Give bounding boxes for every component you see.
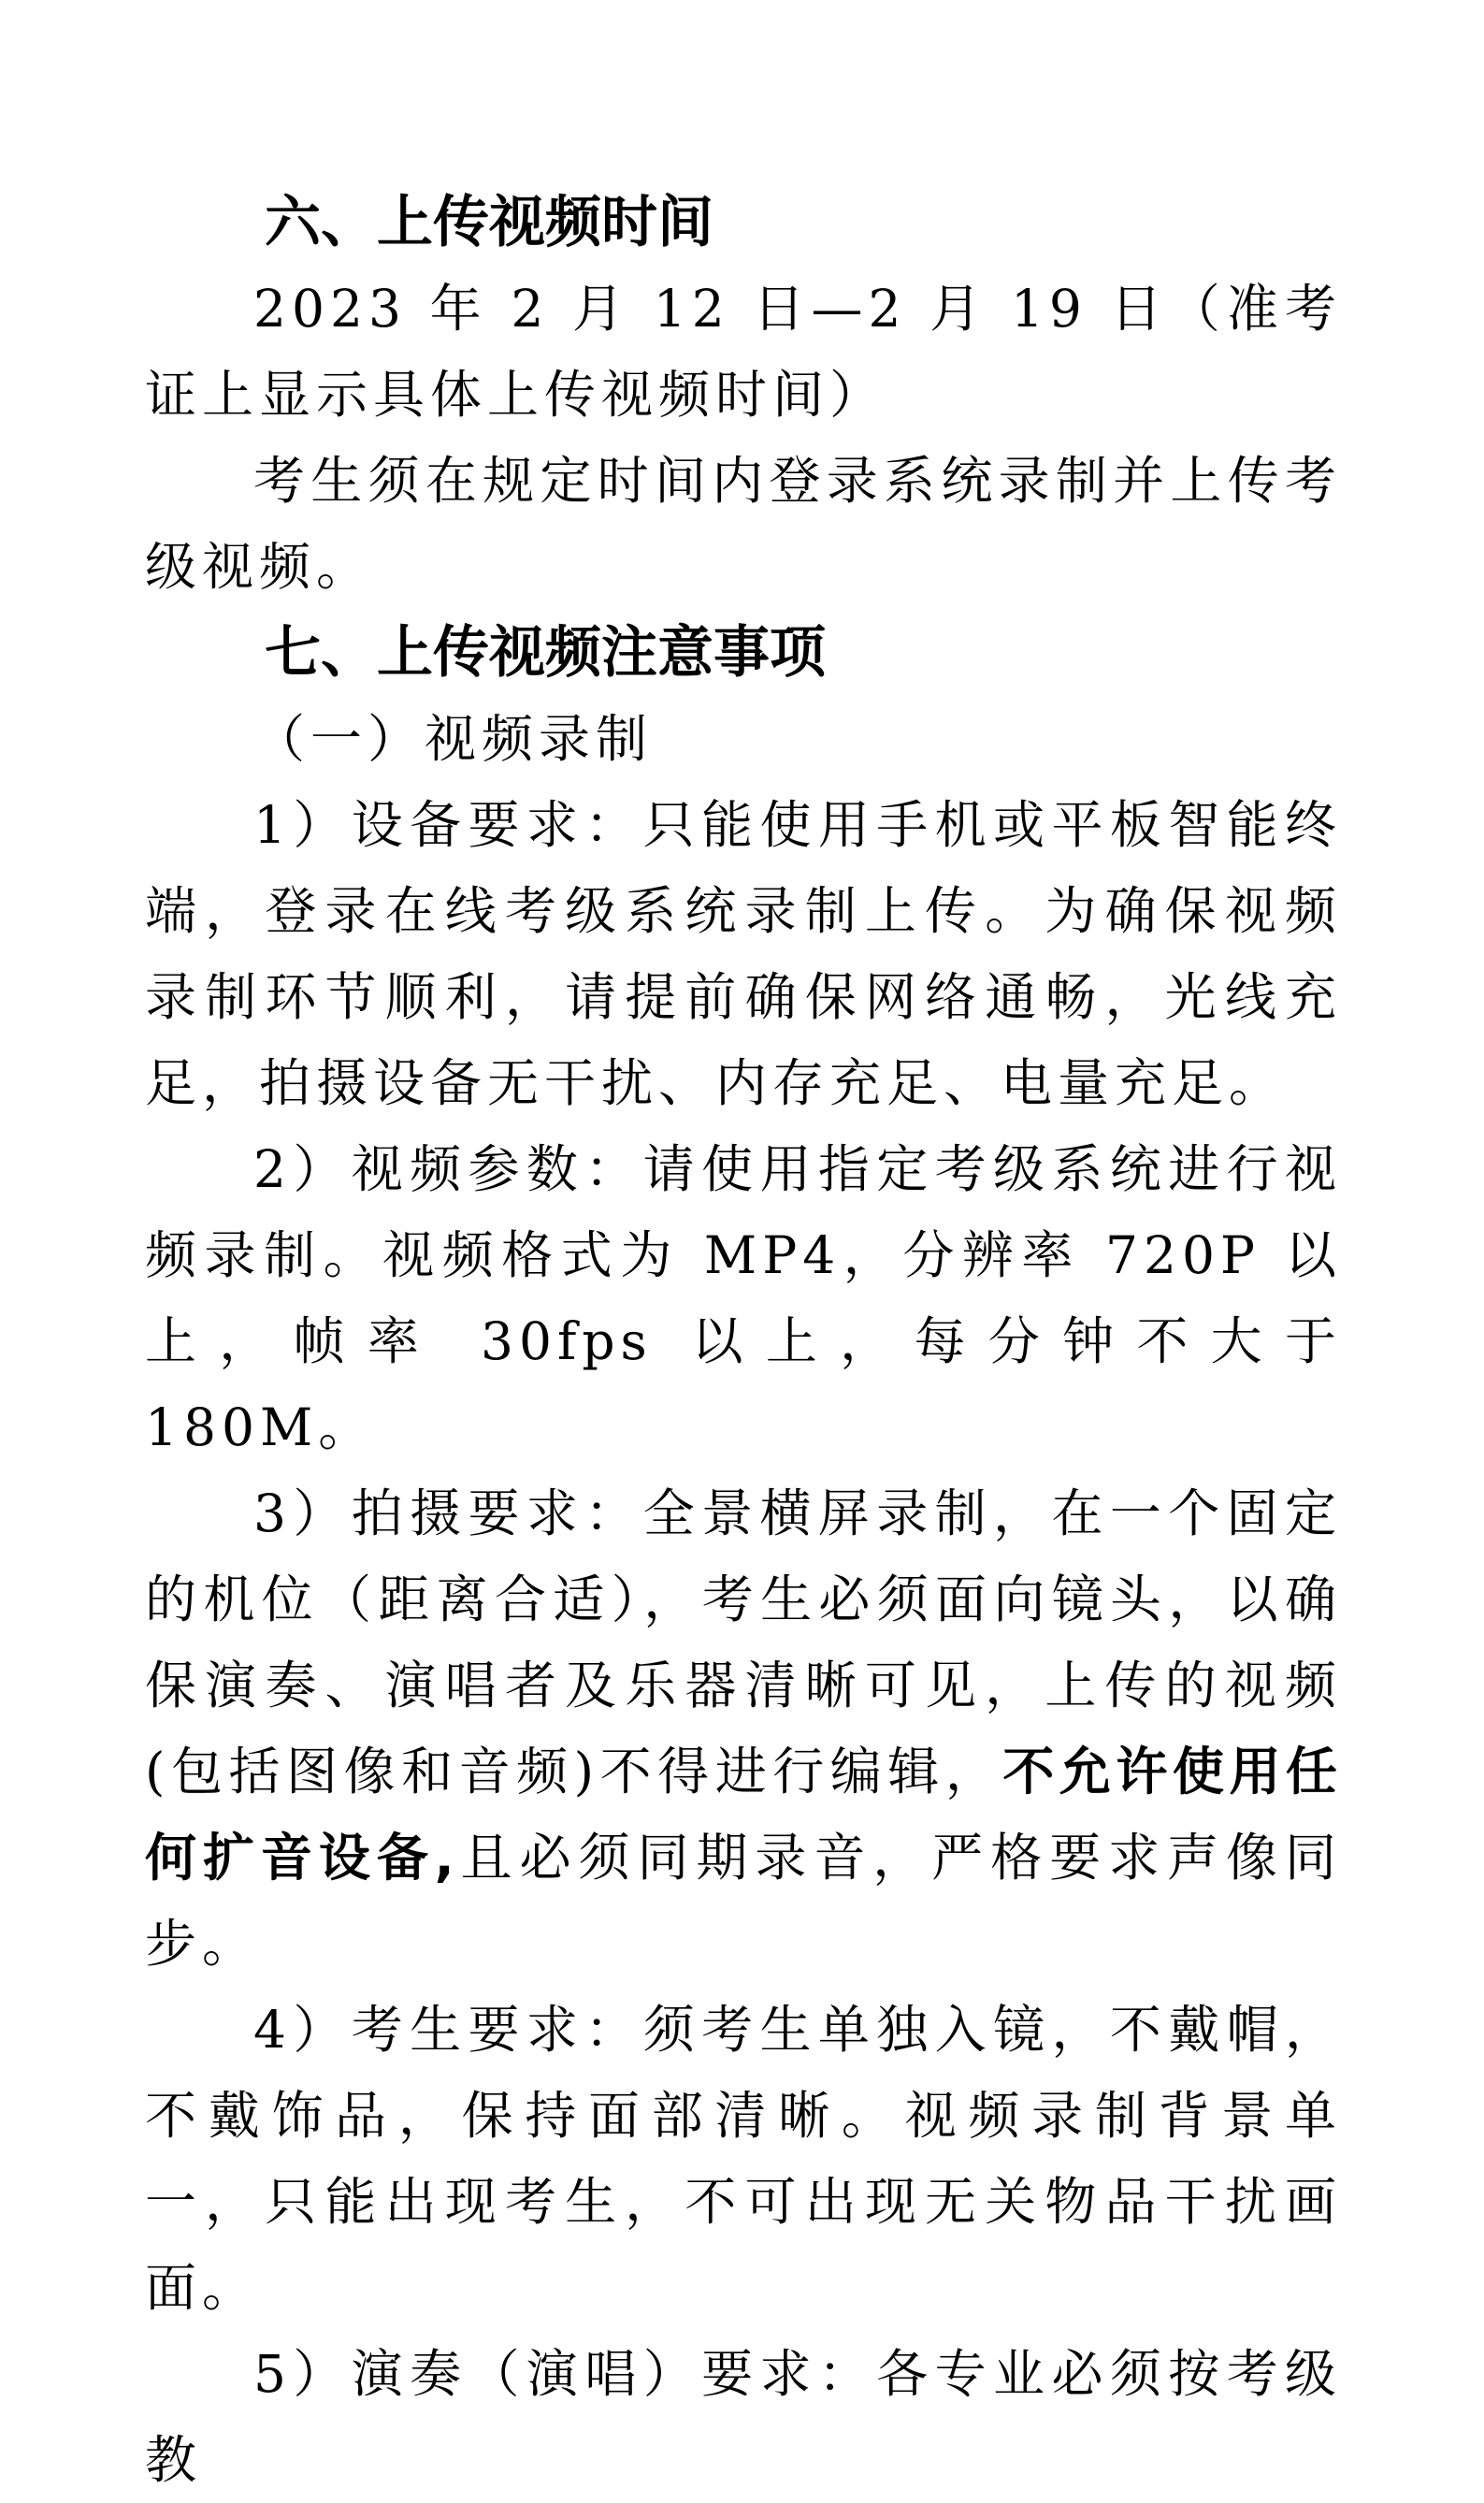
section-6-heading: 六、上传视频时间 <box>265 190 713 255</box>
item-shooting-requirements <box>145 1470 1342 1987</box>
section-7-heading: 七、上传视频注意事项 <box>265 620 826 686</box>
document-page <box>145 180 1342 2503</box>
shooting-text-part1: 3）拍摄要求：全景横屏录制，在一个固定的机位（距离合适），考生必须面向镜头，以确保演奏、演唱者及乐器清晰可见，上传的视频(包括图像和音频)不得进行编辑， <box>145 1483 1342 1801</box>
upload-instruction-paragraph: 考生须在规定时间内登录系统录制并上传考级视频。 <box>145 451 1342 597</box>
item-video-parameters: 2）视频参数：请使用指定考级系统进行视频录制。视频格式为 MP4，分辨率 720P 以上，帧率 30fps 以上，每分钟不大于 180M。 <box>145 1139 1342 1457</box>
item-performance-requirements: 5）演奏（演唱）要求：各专业必须按考级教 <box>145 2344 1342 2490</box>
item-candidate-requirements: 4）考生要求：须考生单独入镜，不戴帽，不戴饰品，保持面部清晰。视频录制背景单一，只能出现考生，不可出现无关物品干扰画面。 <box>145 2000 1342 2318</box>
no-amplifier-warning: 不允许使用任何扩音设备, <box>145 1742 1342 1888</box>
upload-time-paragraph: 2023 年 2 月 12 日—2 月 19 日（准考证上显示具体上传视频时间） <box>145 279 1342 425</box>
item-device-requirements: 1）设备要求：只能使用手机或平板智能终端，登录在线考级系统录制上传。为确保视频录制环节顺利，请提前确保网络通畅，光线充足，拍摄设备无干扰、内存充足、电量充足。 <box>145 795 1342 1113</box>
shooting-text-part2: 且必须同期录音，严格要求声像同步。 <box>145 1828 1342 1974</box>
subsection-video-recording: （一）视频录制 <box>253 709 654 769</box>
